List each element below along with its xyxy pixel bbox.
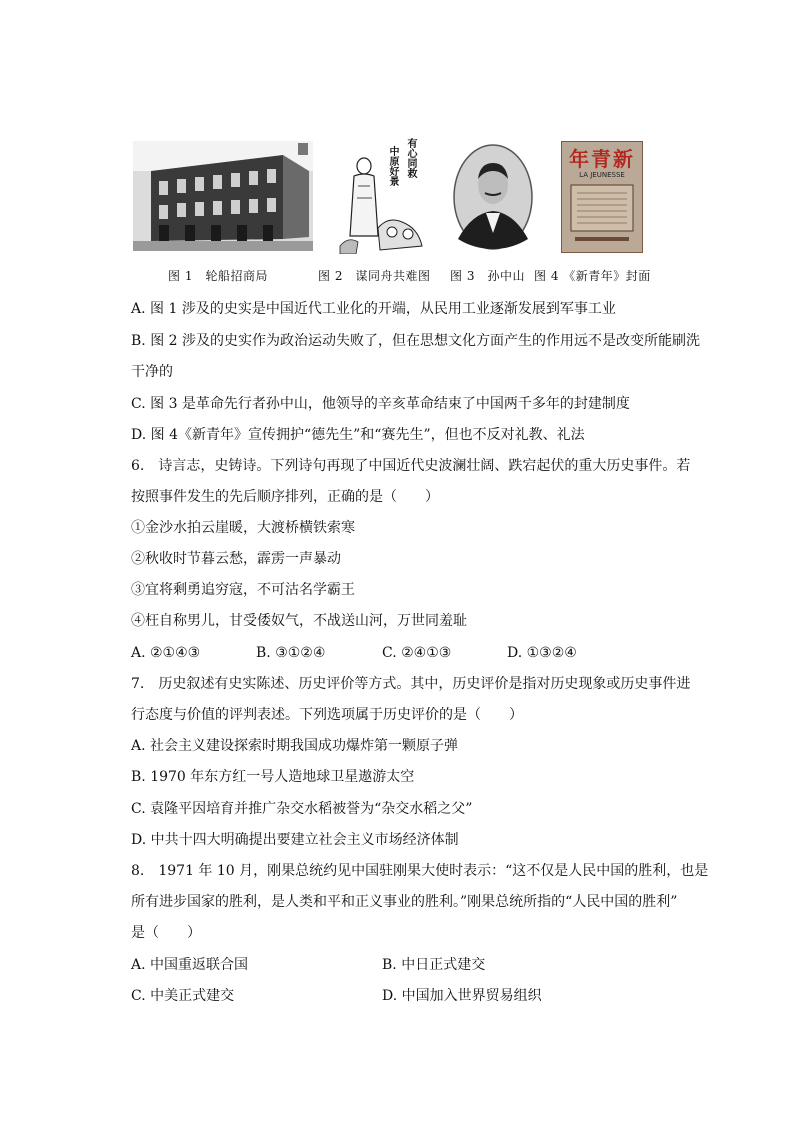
q5-option-d: D. 图 4《新青年》宣传拥护“德先生”和“赛先生”，但也不反对礼教、礼法 [131,427,585,443]
building-illustration [133,141,313,251]
q6-verse-1: ①金沙水拍云崖暖，大渡桥横铁索寒 [131,520,355,536]
figure-captions [168,267,688,285]
q5-option-c: C. 图 3 是革命先行者孙中山，他领导的辛亥革命结束了中国两千多年的封建制度 [131,396,630,412]
q7-stem-line2: 行态度与价值的评判表述。下列选项属于历史评价的是（ ） [131,707,523,723]
cover-decoration [561,141,643,253]
q6-verse-2: ②秋收时节暮云愁，霹雳一声暴动 [131,551,341,567]
q8-option-a: A. 中国重返联合国 [131,957,249,973]
q6-option-c: C. ②④①③ [382,645,452,661]
q7-option-a: A. 社会主义建设探索时期我国成功爆炸第一颗原子弹 [131,738,459,754]
cover-subtitle: LA JEUNESSE [579,171,625,179]
q6-option-a: A. ②①④③ [131,645,201,661]
q7-option-d: D. 中共十四大明确提出要建立社会主义市场经济体制 [131,832,459,848]
q6-stem-line1: 6. 诗言志，史铸诗。下列诗句再现了中国近代史波澜壮阔、跌宕起伏的重大历史事件。若 [131,458,691,474]
cartoon-text-1: 有心同救 [405,138,416,178]
q6-verse-4: ④枉自称男儿，甘受倭奴气，不战送山河，万世同羞耻 [131,613,467,629]
caption-fig4: 图 4 《新青年》封面 [534,269,651,283]
caption-fig2: 图 2 谋同舟共难图 [318,269,431,283]
caption-fig1: 图 1 轮船招商局 [168,269,268,283]
figure-4-magazine-cover [561,141,643,253]
q5-option-a: A. 图 1 涉及的史实是中国近代工业化的开端，从民用工业逐渐发展到军事工业 [131,301,616,317]
q7-option-c: C. 袁隆平因培育并推广杂交水稻被誉为“杂交水稻之父” [131,801,473,817]
cartoon-text-2: 中原好景 [387,146,398,186]
caption-fig3: 图 3 孙中山 [450,269,525,283]
figure-1-photo [133,141,313,251]
q8-stem-line2: 所有进步国家的胜利，是人类和平和正义事业的胜利。”刚果总统所指的“人民中国的胜利” [131,894,678,910]
q5-option-b: B. 图 2 涉及的史实作为政治运动失败了，但在思想文化方面产生的作用远不是改变所能刷洗 [131,333,700,349]
portrait-illustration [452,143,534,251]
q6-option-b: B. ③①②④ [256,645,326,661]
q8-stem-line3: 是（ ） [131,925,201,941]
q6-verse-3: ③宜将剩勇追穷寇，不可沽名学霸王 [131,582,355,598]
cover-title: 年青新 [569,147,635,171]
q8-option-d: D. 中国加入世界贸易组织 [382,988,542,1004]
q6-option-d: D. ①③②④ [507,645,577,661]
figure-3-portrait [452,143,534,251]
q8-option-b: B. 中日正式建交 [382,957,486,973]
q8-stem-line1: 8. 1971 年 10 月，刚果总统约见中国驻刚果大使时表示：“这不仅是人民中国的胜利，也是 [131,863,709,879]
figure-2-cartoon [338,136,424,254]
q5-option-b-cont: 干净的 [131,364,173,380]
q7-option-b: B. 1970 年东方红一号人造地球卫星遨游太空 [131,769,415,785]
q6-stem-line2: 按照事件发生的先后顺序排列，正确的是（ ） [131,489,439,505]
q8-option-c: C. 中美正式建交 [131,988,235,1004]
q7-stem-line1: 7. 历史叙述有史实陈述、历史评价等方式。其中，历史评价是指对历史现象或历史事件进 [131,676,691,692]
